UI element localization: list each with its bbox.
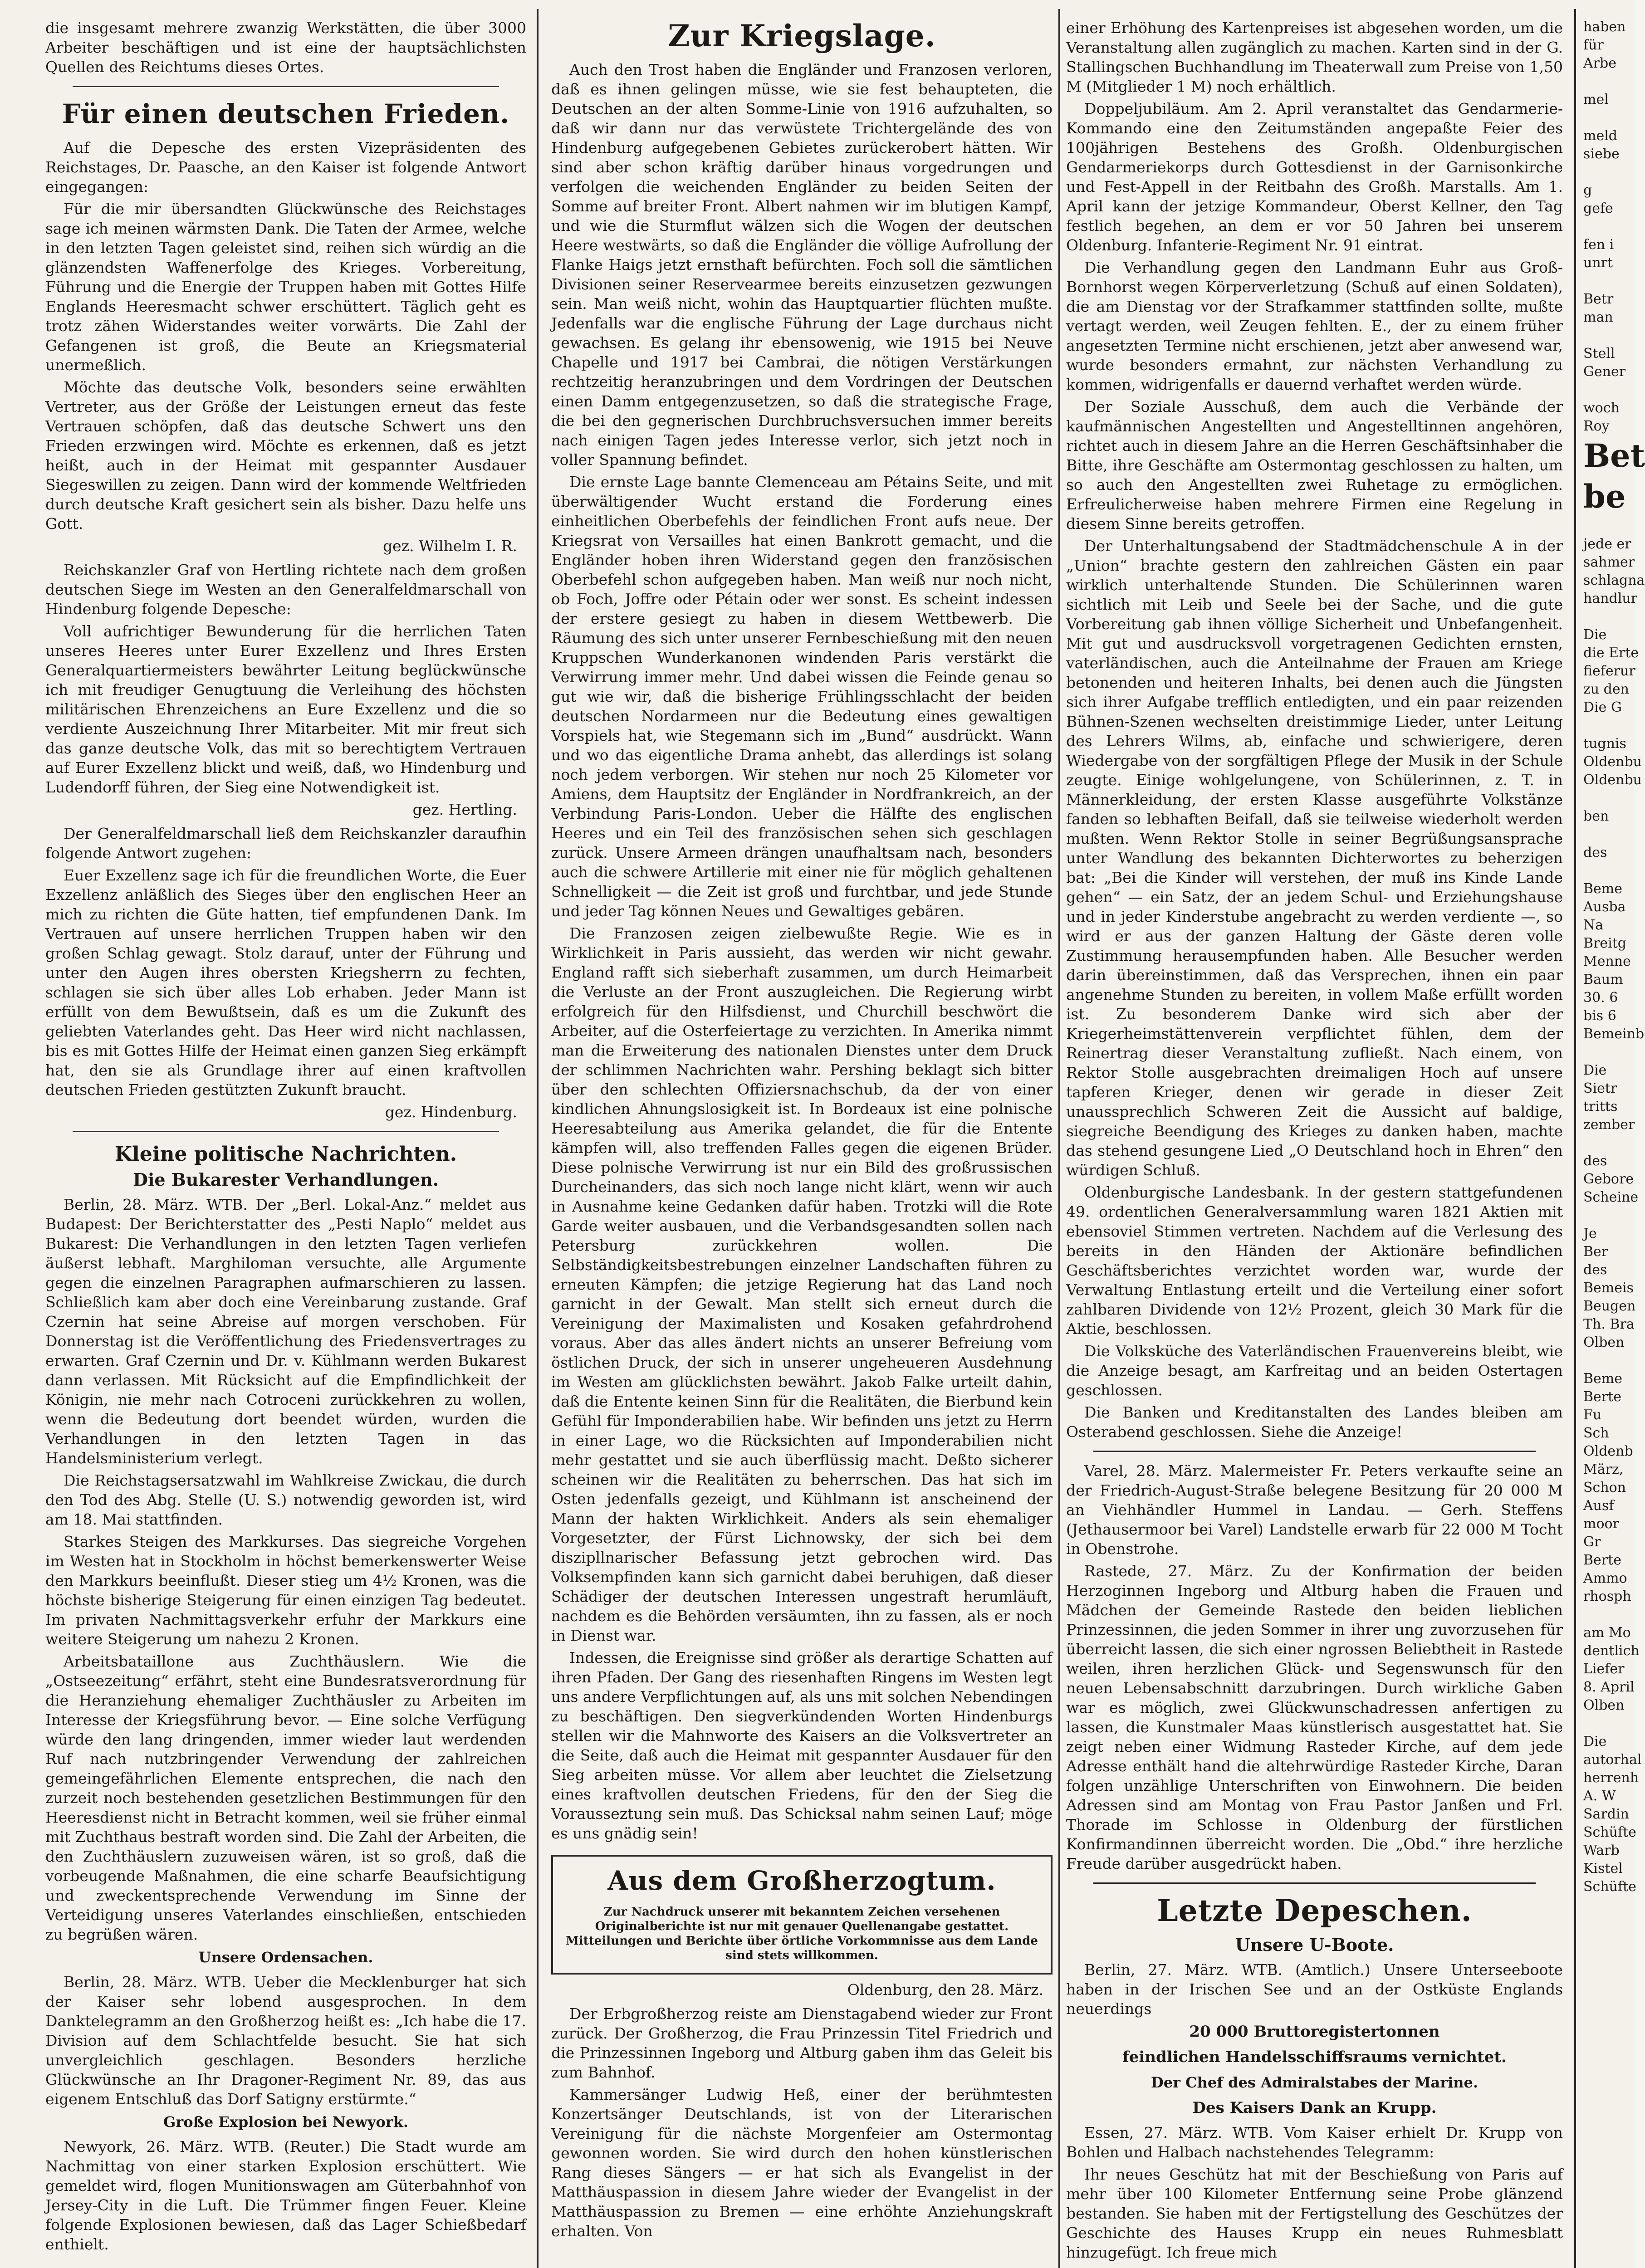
- edge-text-fragment: [1583, 1207, 1634, 1225]
- edge-text-fragment: Th. Bra: [1583, 1316, 1635, 1332]
- edge-text-fragment: [1583, 826, 1634, 844]
- edge-text-fragment: dentlich: [1583, 1643, 1640, 1659]
- article-paragraph: Der Unterhaltungsabend der Stadtmädchenschule A in der „Union“ brachte gestern den zahlreichen Gästen ein paar wirklich unterhaltende Stunden. Die Schülerinnen waren sichtlich mit Leib und Seele bei der Sache, und die gute Vorbereitung gab ihnen völlige Sicherheit und Unbefangenheit. Mit gut und ausdrucksvoll vorgetragenen Gedichten ernsten, vaterländischen, auch die Anteilnahme der Frauen am Kriege betonenden und heiteren Inhalts, bei denen auch die Jüngsten sich ihrer Aufgabe trefflich entledigten, und ein paar reizenden Bühnen-Szenen wechselten dreistimmige Lieder, unter Leitung des Lehrers Wilms, ab, einfache und schwierigere, deren Wiedergabe von der sorgfältigen Pflege der Musik in der Schule zeugte. Einige wohlgelungene, von Schülerinnen, z. T. in Männerkleidung, der ersten Klasse ausgeführte Volkstänze fanden so lebhaften Beifall, daß sie teilweise wiederholt werden mußten. Wenn Rektor Stolle in seiner Begrüßungsansprache unter Wandlung des bekannten Dichterwortes zu beherzigen bat: „Bei die Kinder will verstehen, der muß ins Kinde Lande gehen“ — ein Satz, der an jedem Schul- und Erziehungshause und in jeder Kinderstube angebracht zu werden verdiente —, so wird er aus der ganzen Haltung der Gäste deren volle Zustimmung herausempfunden haben. Alle Besucher werden darin übereinstimmen, daß das Versprechen, ihnen ein paar angenehme Stunden zu bereiten, in vollem Maße erfüllt worden ist. Zu besonderem Danke wird sich aber der Kriegerheimstättenverein verpflichtet fühlen, dem der Reinertrag dieser Veranstaltung zufließt. Nach einem, von Rektor Stolle ausgebrachten dreimaligen Hoch auf unsere tapferen Krieger, denen wir gerade in dieser Zeit unaussprechlich Schweren Zeit die Aussicht auf baldige, siegreiche Beendigung des Krieges zu danken haben, machte das stehend gesungene Lied „O Deutschland hoch in Ehren“ den würdigen Schluß.: [1066, 537, 1563, 1179]
- article-title-kriegslage: Zur Kriegslage.: [668, 18, 936, 54]
- article-paragraph: Auch den Trost haben die Engländer und Franzosen verloren, daß es ihnen gelingen müsse, wie sie fest behaupteten, die Deutschen an der alten Somme-Linie von 1916 aufzuhalten, so daß wir dann nur das verwüstete Trichtergelände des von Hindenburg aufgegebenen Gebietes zurückerobert hätten. Wir sind aber schon kräftig darüber hinaus vorgedrungen und verfolgen die weichenden Engländer zu beiden Seiten der Somme auf breiter Front. Albert nahmen wir im blutigen Kampf, und wie die Sturmflut wälzen sich die Wogen der deutschen Heere westwärts, so daß die Engländer die völlige Aufrollung der Flanke Haigs jetzt ernsthaft befürchten. Foch soll die sämtlichen Divisionen seiner Reservearmee bereits einzusetzen gezwungen sein. Man weiß nicht, wohin das Hauptquartier flüchten mußte. Jedenfalls war die englische Führung der Lage durchaus nicht gewachsen. Es gelang ihr ebensowenig, wie 1915 bei Neuve Chapelle und 1917 bei Cambrai, die nötigen Verstärkungen rechtzeitig heranzubringen und dem Vordringen der Deutschen einen Damm entgegenzusetzen, so daß die strategische Frage, die bei den gegnerischen Durchbruchsversuchen immer bereits nach einigen Tagen jedes Interesse verlor, sich jetzt noch in voller Spannung befindet.: [551, 61, 1053, 469]
- edge-text-fragment: moor: [1583, 1516, 1619, 1532]
- divider: [1093, 1451, 1536, 1452]
- article-paragraph: Newyork, 26. März. WTB. (Reuter.) Die Stadt wurde am Nachmittag von einer starken Explosion erschüttert. Wie gemeldet wird, flogen Munitionswagen am Güterbahnhof von Jersey-City in die Luft. Die Trümmer fingen Feuer. Kleine folgende Explosionen bewiesen, daß das Lager Schießbedarf enthielt.: [45, 2138, 526, 2253]
- edge-text-fragment: Oldenb: [1583, 1443, 1633, 1459]
- edge-text-fragment: Beugen: [1583, 1298, 1636, 1314]
- article-paragraph: Berlin, 27. März. WTB. (Amtlich.) Unsere Unterseeboote haben in der Irischen See und an der Ostküste Englands neuerdings: [1066, 1961, 1563, 2018]
- section-title-kleine: Kleine politische Nachrichten.: [114, 1143, 457, 1166]
- article-paragraph: Die Volksküche des Vaterländischen Frauenvereins bleibt, wie die Anzeige besagt, am Karfreitag und an beiden Ostertagen geschlossen.: [1066, 1342, 1563, 1399]
- edge-text-fragment: Roy: [1583, 418, 1610, 434]
- signature: gez. Hertling.: [412, 801, 517, 818]
- edge-text-fragment: tritts: [1583, 1099, 1618, 1114]
- edge-text-fragment: Betr: [1583, 291, 1614, 307]
- edge-text-fragment: Gener: [1583, 364, 1626, 380]
- article-paragraph: die insgesamt mehrere zwanzig Werkstätten, die über 3000 Arbeiter beschäftigen und ist eine der hauptsächlichsten Quellen des Reichtums dieses Ortes.: [45, 19, 526, 76]
- edge-text-fragment: [1583, 272, 1634, 290]
- edge-text-fragment: Baum: [1583, 972, 1623, 987]
- article-paragraph: Auf die Depesche des ersten Vizepräsidenten des Reichstages, Dr. Paasche, an den Kaiser ist folgende Antwort eingegangen:: [45, 139, 526, 196]
- article-paragraph: Varel, 28. März. Malermeister Fr. Peters verkaufte seine an der Friedrich-August-Straße belegene Besitzung für 20 000 M an Viehhändler Hummel in Landau. — Gerh. Steffens (Jethausermoor bei Varel) Landstelle erwarb für 22 000 M Tocht in Obenstrohe.: [1066, 1462, 1563, 1558]
- edge-text-fragment: [1583, 109, 1634, 127]
- edge-text-fragment: Kistel: [1583, 1861, 1623, 1877]
- edge-text-fragment: Bemeinb: [1583, 1026, 1645, 1042]
- signature: gez. Wilhelm I. R.: [383, 537, 517, 555]
- edge-text-fragment: Oldenbu: [1583, 772, 1642, 788]
- subsection-title: Unsere U-Boote.: [1235, 1935, 1394, 1955]
- edge-text-fragment: Scheine: [1583, 1189, 1639, 1205]
- edge-text-fragment: herrenh: [1583, 1770, 1639, 1786]
- column-1: [45, 18, 526, 2268]
- edge-text-fragment: siebe: [1583, 146, 1620, 162]
- article-paragraph: Berlin, 28. März. WTB. Ueber die Mecklenburger hat sich der Kaiser sehr lobend ausgesprochen. In dem Danktelegramm an den Großherzog heißt es: „Ich habe die 17. Division auf dem Schlachtfelde besucht. Sie hat sich unvergleichlich geschlagen. Besonders herzliche Glückwünsche an Ihr Dragoner-Regiment Nr. 89, das aus eigenem Entschluß das Dorf Satigny erstürmte.“: [45, 1973, 526, 2108]
- article-paragraph: Die Banken und Kreditanstalten des Landes bleiben am Osterabend geschlossen. Siehe die Anzeige!: [1066, 1403, 1563, 1441]
- edge-text-fragment: [1583, 73, 1634, 91]
- edge-text-fragment: Die: [1583, 1062, 1607, 1078]
- edge-text-fragment: [1583, 608, 1634, 626]
- column-2: [551, 18, 1053, 2268]
- edge-text-fragment: sahmer: [1583, 554, 1635, 570]
- edge-text-fragment: Fu: [1583, 1407, 1602, 1423]
- article-paragraph: Rastede, 27. März. Zu der Konfirmation der beiden Herzoginnen Ingeborg und Altburg haben die Frauen und Mädchen der Gemeinde Rastede den beiden lieblichen Prinzessinnen, die jeden Sommer in ihrer ung zuvorzusehen für überreicht lassen, die sich einer ngrossen Beliebtheit in Rastede weilen, ihren herzlichen Glück- und Segenswunsch für den neuen Lebensabschnitt darzubringen. Durch wirkliche Gaben war es möglich, zwei Glückwunschadressen anfertigen zu lassen, die Kunstmaler Maas künstlerisch ausgestattet hat. Sie zeigt neben einer Widmung Rasteder Kirche, auf dem jede Adresse enthält hand die altehrwürdige Rasteder Kirche, Daran folgen unzählige Unterschriften von Einwohnern. Die beiden Adressen sind am Montag von Frau Pastor Janßen und Frl. Thorade im Schlosse in Oldenburg der fürstlichen Konfirmandinnen überreicht worden. Die „Obd.“ ihre herzliche Freude darüber ausgedrückt haben.: [1066, 1562, 1563, 1872]
- article-paragraph: Reichskanzler Graf von Hertling richtete nach dem großen deutschen Siege im Westen an den Generalfeldmarschall von Hindenburg folgende Depesche:: [45, 561, 526, 618]
- article-paragraph: Ihr neues Geschütz hat mit der Beschießung von Paris auf mehr über 100 Kilometer Entfernung seine Probe glänzend bestanden. Sie haben mit der Fertigstellung des Geschützes der Geschichte des Hauses Krupp ein neues Ruhmesblatt hinzugefügt. Ich freue mich: [1066, 2165, 1563, 2261]
- edge-text-fragment: [1583, 862, 1634, 880]
- edge-text-fragment: rhosph: [1583, 1589, 1631, 1604]
- edge-text-fragment: [1583, 218, 1634, 236]
- subsection-title: Große Explosion bei Newyork.: [163, 2113, 408, 2131]
- subsection-title: Des Kaisers Dank an Krupp.: [1192, 2099, 1437, 2117]
- article-paragraph: Indessen, die Ereignisse sind größer als derartige Schatten auf ihren Pfaden. Der Gang des riesenhaften Ringens im Westen legt uns andere Verpflichtungen auf, als uns mit solchen Nebendingen zu beschäftigen. Den siegverkündenden Worten Hindenburgs stellen wir die Mahnworte des Kaisers an die Volksvertreter an die Seite, daß auch die Heimat mit gespannter Ausdauer für den Sieg arbeiten müsse. Vor allem aber leuchtet die Zielsetzung eines kraftvollen deutschen Friedens, für den der Sieg die Vorausseztung sein muß. Das Schicksal nahm seinen Lauf; möge es uns gnädig sein!: [551, 1649, 1053, 1842]
- article-paragraph: Die Reichstagsersatzwahl im Wahlkreise Zwickau, die durch den Tod des Abg. Stelle (U. S.) notwendig geworden ist, wird am 18. Mai stattfinden.: [45, 1471, 526, 1528]
- signature: gez. Hindenburg.: [385, 1103, 517, 1121]
- edge-text-fragment: die Erte: [1583, 645, 1639, 661]
- edge-text-fragment: fen i: [1583, 237, 1614, 253]
- article-paragraph: Der Generalfeldmarschall ließ dem Reichskanzler daraufhin folgende Antwort zugehen:: [45, 825, 526, 862]
- edge-text-fragment: mel: [1583, 92, 1609, 108]
- column-rule: [537, 9, 539, 2268]
- edge-text-fragment: ben: [1583, 808, 1609, 824]
- edge-text-fragment: Berte: [1583, 1552, 1621, 1568]
- edge-text-fragment: Ausf: [1583, 1498, 1614, 1514]
- edge-text-fragment: März,: [1583, 1461, 1624, 1477]
- edge-text-fragment: Sardin: [1583, 1806, 1629, 1822]
- edge-text-fragment: unrt: [1583, 255, 1613, 271]
- edge-text-fragment: jede er: [1583, 536, 1631, 552]
- section-box-grossherzogtum: [551, 1855, 1053, 1975]
- edge-text-fragment: Olben: [1583, 1334, 1625, 1350]
- article-paragraph: Die ernste Lage bannte Clemenceau am Pétains Seite, und mit überwältigender Wucht erstand die Forderung eines einheitlichen Oberbefehls der feindlichen Front aufs neue. Der Kriegsrat von Versailles hat einen Bankrott gemacht, und die Engländer hoben ihren Widerstand gegen den französischen Oberbefehl schon aufgegeben haben. Man weiß nur noch nicht, ob Foch, Joffre oder Pétain oder wer sonst. Es scheint indessen der erstere gesiegt zu haben in diesem Wettbewerb. Die Räumung des sich unter unserer Fernbeschießung mit den neuen Kruppschen Wunderkanonen windenden Paris verstärkt die Verwirrung immer mehr. Und dabei wissen die Feinde genau so gut wie wir, daß die bisherige Frühlingsschlacht der beiden deutschen Nordarmeen nur die Bedeutung eines gewaltigen Vorspiels hat, wie Stegemann sich im „Bund“ ausdrückt. Wann und wo das eigentliche Drama anhebt, das allerdings ist solang noch jedem verborgen. Wir stehen nur noch 25 Kilometer vor Amiens, dem Hauptsitz der Engländer in Nordfrankreich, an der Verbindung Paris-London. Ueber die Hälfte des englischen Heeres und ein Teil des französischen sehen sich geschlagen zurück. Unsere Armeen drängen unaufhaltsam nach, besonders auch die schwere Artillerie mit einer nie für möglich gehaltenen Schnelligkeit — die Zeit ist groß und furchtbar, und jede Stunde und jeder Tag können Neues und Gewaltiges gebären.: [551, 473, 1053, 920]
- article-paragraph: Möchte das deutsche Volk, besonders seine erwählten Vertreter, aus der Größe der Leistungen erneut das feste Vertrauen schöpfen, daß das deutsche Schwert uns den Frieden erzwingen wird. Möchte es erkennen, daß es jetzt heißt, auch in der Heimat mit gespannter Ausdauer Siegeswillen zu zeigen. Dann wird der kommende Weltfrieden durch deutsche Kraft gesichert sein als bisher. Dazu helfe uns Gott.: [45, 378, 526, 533]
- edge-text-fragment: Beme: [1583, 1371, 1623, 1387]
- edge-text-fragment: Gebore: [1583, 1171, 1634, 1187]
- edge-heading-fragment: be: [1583, 478, 1626, 515]
- edge-text-fragment: fieferur: [1583, 663, 1635, 679]
- edge-text-fragment: Beme: [1583, 881, 1623, 897]
- edge-text-fragment: Warb: [1583, 1843, 1620, 1858]
- divider: [1093, 1882, 1536, 1884]
- article-paragraph: einer Erhöhung des Kartenpreises ist abgesehen worden, um die Veranstaltung allen zugänglich zu machen. Karten sind in der G. Stallingschen Buchhandlung im Theaterwall zum Preise von 1,50 M (Mitglieder 1 M) noch erhältlich.: [1066, 19, 1563, 95]
- edge-text-fragment: [1583, 1134, 1634, 1152]
- article-paragraph: Arbeitsbataillone aus Zuchthäuslern. Wie die „Ostseezeitung“ erfährt, steht eine Bundesratsverordnung für die Heranziehung ehemaliger Zuchthäusler zu Arbeiten im Interesse der Kriegsführung bevor. — Eine solche Verfügung würde den lang dringenden, immer wieder laut werdenden Ruf nach nutzbringender Verwendung der zahlreichen gemeingefährlichen Elemente entsprechen, die nach den zurzeit noch bestehenden gesetzlichen Bestimmungen für den Heeresdienst nicht in Betracht kommen, weil sie früher einmal mit Zuchthaus bestraft worden sind. Die Zahl der Arbeiten, die den Zuchthäuslern zuzuweisen wären, ist so groß, daß die vorbeugende Maßnahmen, die eine scharfe Beaufsichtigung und zweckentsprechende Verwendung im Sinne der Verteidigung unseres Vaterlandes einschließen, entschieden zu begrüßen wären.: [45, 1652, 526, 1943]
- edge-heading-fragment: Bet: [1583, 437, 1645, 474]
- edge-text-fragment: Schüfte: [1583, 1879, 1636, 1895]
- article-paragraph: Berlin, 28. März. WTB. Der „Berl. Lokal-Anz.“ meldet aus Budapest: Der Berichterstatter des „Pesti Naplo“ meldet aus Bukarest: Die Verhandlungen in den letzten Tagen verliefen äußerst lebhaft. Marghiloman versuchte, alle Argumente gegen die einzelnen Paragraphen aufmarschieren zu lassen. Schließlich kam aber doch eine Vereinbarung zustande. Graf Czernin hat seine Abreise auf morgen verschoben. Für Donnerstag ist die Veröffentlichung des Friedensvertrages zu erwarten. Graf Czernin und Dr. v. Kühlmann werden Bukarest dann verlassen. Mit Rücksicht auf die Empfindlichkeit der Königin, nie mehr nach Cotroceni zurückkehren zu wollen, wenn die Bedeutung dort beendet würden, wurden die Verhandlungen in den letzten Tagen in das Handelsministerium verlegt.: [45, 1196, 526, 1467]
- edge-text-fragment: bis 6: [1583, 1008, 1616, 1024]
- edge-text-fragment: Arbe: [1583, 55, 1616, 71]
- edge-text-fragment: Die G: [1583, 699, 1622, 715]
- edge-text-fragment: Na: [1583, 917, 1604, 933]
- article-paragraph: Für die mir übersandten Glückwünsche des Reichstages sage ich meinen wärmsten Dank. Die Taten der Armee, welche in den letzten Tagen geleistet sind, reihen sich würdig an die glänzendsten Waffenerfolge des Krieges. Vorbereitung, Führung und die Energie der Truppen haben mit Gottes Hilfe Englands Heeresmacht schwer erschüttert. Täglich geht es trotz zähen Widerstandes weiter vorwärts. Die Zahl der Gefangenen ist groß, die Beute an Kriegsmaterial unermeßlich.: [45, 200, 526, 374]
- article-paragraph: Voll aufrichtiger Bewunderung für die herrlichen Taten unseres Heeres unter Eurer Exzellenz und Ihres Ersten Generalquartiermeisters bewährter Leitung beglückwünsche ich mit freudiger Genugtuung die Verleihung des höchsten militärischen Ehrenzeichens an Eure Exzellenz und die so verdiente Auszeichnung Ihrer Mitarbeiter. Mit mir freut sich das ganze deutsche Volk, das mit so berechtigtem Vertrauen auf Eurer Exzellenz blickt und weiß, daß, wo Hindenburg und Ludendorff führen, der Sieg eine Notwendigkeit ist.: [45, 622, 526, 796]
- edge-text-fragment: Berte: [1583, 1389, 1621, 1405]
- edge-text-fragment: Sietr: [1583, 1080, 1617, 1096]
- article-paragraph: Kammersänger Ludwig Heß, einer der berühmtesten Konzertsänger Deutschlands, ist von der Literarischen Vereinigung für die nächste Morgenfeier am Ostermontag gewonnen worden. Sie wird durch den hohen künstlerischen Rang dieses Sängers — er hat sich als Evangelist in der Matthäuspassion in diesem Jahre wieder der Evangelist in der Matthäuspassion zu Bremen — eine erhöhte Anziehungskraft erhalten. Von: [551, 2086, 1053, 2240]
- edge-text-fragment: 8. April: [1583, 1679, 1635, 1695]
- edge-text-fragment: g: [1583, 182, 1592, 198]
- article-paragraph: Die Franzosen zeigen zielbewußte Regie. Wie es in Wirklichkeit in Paris aussieht, das werden wir nicht gewahr. England rafft sich sieberhaft zusammen, um durch Heimarbeit die Verluste an der Front auszugleichen. Die Regierung wirbt erfolgreich für den Hilfsdienst, und Churchill beschwört die Arbeiter, auf die Osterfeiertage zu verzichten. In Amerika nimmt man die Erweiterung des nationalen Dienstes unter dem Druck der schlimmen Nachrichten wahr. Pershing beklagt sich bitter über den schlechten Offiziersnachschub, da der von einer kindlichen Ahnungslosigkeit ist. In Bordeaux ist eine polnische Heeresabteilung aus Amerika gelandet, die für die Entente kämpfen will, also treffenden Falles gegen die eigenen Brüder. Diese polnische Verwirrung ist nur ein Bild des großrussischen Durcheinanders, das sich noch lange nicht klärt, wenn wir auch in Ausnahme keine Gedanken dafür haben. Trotzki will die Rote Garde weiter ausbauen, und die Verbandsgesandten sollen nach Petersburg zurückkehren wollen. Die Selbständigkeitsbestrebungen einzelner Landschaften führen zu erneuten Kämpfen; die jetzige Regierung hat das Land noch garnicht in der Gewalt. Man stellt sich erneut durch die Vereinigung der Maximalisten und Kosaken gefahrdrohend voraus. Aber das alles ändert nichts an unserer Befreiung vom östlichen Druck, der sich in unserer ungeheueren Ausdehnung im Westen am glücklichsten bewährt. Jakob Falke urteilt dahin, daß die Entente keinen Sinn für die Realitäten, die Bierbund kein Gefühl für Imponderabilien habe. Wir befinden uns jetzt zu Herrn in einer Lage, wo die Rücksichten auf Imponderabilien nicht mehr gestattet und sie auch überflüssig macht. Deßto sicherer scheinen wir die Realitäten zu beherrschen. Das hat sich im Osten jedenfalls gezeigt, und Kühlmann ist anscheinend der Mann der hakten Wirklichkeit. Anders als sein ehemaliger Vorgesetzter, der Fürst Lichnowsky, der sich bei dem diszipllnarischer Befassung jetzt gebrochen wird. Das Volksempfinden kann sich garnicht dabei beruhigen, daß dieser Schädiger der deutschen Interessen ungestraft herumläuft, nachdem es die Behörden versäumten, ihn zu fassen, als er noch in Dienst war.: [551, 924, 1053, 1644]
- edge-text-fragment: [1583, 381, 1634, 399]
- edge-text-fragment: Menne: [1583, 953, 1631, 969]
- subsection-title: Unsere Ordensachen.: [198, 1949, 373, 1966]
- edge-text-fragment: Sch: [1583, 1425, 1609, 1441]
- edge-text-fragment: [1583, 517, 1634, 535]
- attribution: Der Chef des Admiralstabes der Marine.: [1151, 2074, 1479, 2091]
- article-paragraph: Starkes Steigen des Markkurses. Das siegreiche Vorgehen im Westen hat in Stockholm in höchst bemerkenswerter Weise den Markkurs beeinflußt. Dieser stieg um 4½ Kronen, was die höchste bisherige Steigerung für einen einzigen Tag bedeutet. Im privaten Nachmittagsverkehr erfuhr der Markkurs eine weitere Steigerung um nahezu 2 Kronen.: [45, 1533, 526, 1648]
- edge-text-fragment: tugnis: [1583, 736, 1626, 752]
- edge-text-fragment: [1583, 1606, 1634, 1624]
- edge-text-fragment: Liefer: [1583, 1661, 1625, 1677]
- column-4-cropped: [1583, 18, 1645, 2268]
- edge-text-fragment: Ber: [1583, 1244, 1608, 1260]
- edge-text-fragment: am Mo: [1583, 1625, 1631, 1641]
- divider: [73, 1131, 499, 1132]
- subsection-title: Die Bukarester Verhandlungen.: [133, 1169, 439, 1190]
- column-rule: [1574, 9, 1576, 2268]
- edge-text-fragment: Breitg: [1583, 935, 1626, 951]
- edge-text-fragment: handlur: [1583, 591, 1637, 606]
- edge-text-fragment: des: [1583, 845, 1607, 860]
- edge-text-fragment: [1583, 163, 1634, 181]
- column-rule: [1058, 9, 1060, 2268]
- edge-text-fragment: haben: [1583, 19, 1626, 35]
- highlight-figure: 20 000 Bruttoregistertonnen: [1189, 2023, 1440, 2041]
- divider: [73, 86, 499, 87]
- edge-text-fragment: man: [1583, 309, 1613, 325]
- edge-text-fragment: [1583, 717, 1634, 735]
- edge-text-fragment: Bemeis: [1583, 1280, 1634, 1296]
- edge-text-fragment: [1583, 327, 1634, 345]
- edge-text-fragment: [1583, 1715, 1634, 1733]
- reprint-note: Zur Nachdruck unserer mit bekanntem Zeichen versehenen Originalberichte ist nur mit genauer Quellenangabe gestattet. Mitteilungen und Berichte über örtliche Vorkommnisse aus dem Lande sind stets willkommen.: [566, 1905, 1038, 1962]
- edge-text-fragment: woch: [1583, 400, 1620, 416]
- edge-text-fragment: Schüfte: [1583, 1824, 1636, 1840]
- edge-text-fragment: für: [1583, 37, 1604, 53]
- edge-text-fragment: Oldenbu: [1583, 754, 1642, 770]
- edge-text-fragment: [1583, 1043, 1634, 1061]
- edge-text-fragment: Olben: [1583, 1697, 1625, 1713]
- article-paragraph: Essen, 27. März. WTB. Vom Kaiser erhielt Dr. Krupp von Bohlen und Halbach nachstehendes Telegramm:: [1066, 2124, 1563, 2161]
- edge-text-fragment: 30. 6: [1583, 990, 1618, 1006]
- edge-text-fragment: des: [1583, 1262, 1607, 1278]
- edge-text-fragment: Die: [1583, 1734, 1607, 1750]
- dateline: Oldenburg, den 28. März.: [847, 1981, 1043, 1999]
- edge-text-fragment: Die: [1583, 627, 1607, 643]
- edge-text-fragment: schlagna: [1583, 572, 1645, 588]
- article-paragraph: Doppeljubiläum. Am 2. April veranstaltet das Gendarmerie-Kommando eine den Zeitumständen angepaßte Feier des 100jährigen Bestehens des Großh. Oldenburgischen Gendarmeriekorps durch Gottesdienst in der Garnisonkirche und Fest-Appell in der Reitbahn des Großh. Marstalls. Am 1. April kann der jetzige Kommandeur, Oberst Kellner, den Tag festlich begehen, an dem er vor 50 Jahren bei unserem Oldenburg. Infanterie-Regiment Nr. 91 eintrat.: [1066, 100, 1563, 254]
- edge-text-fragment: gefe: [1583, 200, 1613, 216]
- section-title-letzte-depeschen: Letzte Depeschen.: [1157, 1893, 1472, 1928]
- edge-text-fragment: Ammo: [1583, 1570, 1627, 1586]
- edge-text-fragment: Je: [1583, 1226, 1597, 1242]
- edge-text-fragment: Ausba: [1583, 899, 1626, 915]
- section-title-grossherzogtum: Aus dem Großherzogtum.: [607, 1865, 996, 1896]
- edge-text-fragment: zu den: [1583, 681, 1629, 697]
- edge-text-fragment: A. W: [1583, 1788, 1616, 1804]
- edge-text-fragment: Stell: [1583, 346, 1615, 362]
- edge-text-fragment: [1583, 789, 1634, 807]
- column-3: [1066, 18, 1563, 2268]
- edge-text-fragment: [1583, 1352, 1634, 1370]
- article-paragraph: Oldenburgische Landesbank. In der gestern stattgefundenen 49. ordentlichen Generalversammlung waren 1821 Aktien mit ebensoviel Stimmen vertreten. Nachdem auf die Verlesung des bereits in den Händen der Aktionäre befindlichen Geschäftsberichtes verzichtet worden war, wurde der Verwaltung Entlastung erteilt und die Verteilung einer sofort zahlbaren Dividende von 12½ Prozent, gleich 30 Mark für die Aktie, beschlossen.: [1066, 1183, 1563, 1338]
- article-paragraph: Die Verhandlung gegen den Landmann Euhr aus Groß-Bornhorst wegen Körperverletzung (Schuß auf einen Soldaten), die am Dienstag vor der Strafkammer stattfinden sollte, mußte vertagt werden, weil Zeugen fehlten. E., der zu einem früher angesetzten Termine nicht erschienen, jetzt aber anwesend war, wurde besonders ermahnt, zur nächsten Verhandlung zu kommen, widrigenfalls er dauernd verhaftet werden würde.: [1066, 259, 1563, 393]
- edge-text-fragment: Gr: [1583, 1534, 1601, 1550]
- edge-text-fragment: autorhal: [1583, 1752, 1642, 1768]
- highlight-line: feindlichen Handelsschiffsraums vernichtet.: [1122, 2048, 1507, 2066]
- edge-text-fragment: meld: [1583, 128, 1617, 144]
- article-paragraph: Euer Exzellenz sage ich für die freundlichen Worte, die Euer Exzellenz anläßlich des Sieges über den englischen Heer an mich zu richten die Güte hatten, tief empfundenen Dank. Im Vertrauen auf unsere herrlichen Truppen haben wir den großen Schlag gewagt. Stolz darauf, unter der Führung und unter den Augen ihres obersten Kriegsherrn zu fechten, schlagen sie sich über alles Lob erhaben. Jeder Mann ist erfüllt von dem Bewußtsein, daß es um die Zukunft des geliebten Vaterlandes geht. Das Heer wird nicht nachlassen, bis es mit Gottes Hilfe der Heimat einen ganzen Sieg erkämpft hat, den sie als Grundlage ihrer auf einen kraftvollen deutschen Frieden gestützten Zukunft braucht.: [45, 866, 526, 1099]
- article-paragraph: Der Erbgroßherzog reiste am Dienstagabend wieder zur Front zurück. Der Großherzog, die Frau Prinzessin Titel Friedrich und die Prinzessinnen Ingeborg und Altburg gaben ihm das Geleit bis zum Bahnhof.: [551, 2005, 1053, 2081]
- article-paragraph: Der Soziale Ausschuß, dem auch die Verbände der kaufmännischen Angestellten und Angestelltinnen angehören, richtet auch in diesem Jahre an die Herren Geschäftsinhaber die Bitte, ihre Geschäfte am Ostermontag geschlossen zu halten, um so auch den Angestellten zwei Ruhetage zu ermöglichen. Erfreulicherweise haben mehrere Firmen eine Regelung in diesem Sinne bereits getroffen.: [1066, 398, 1563, 533]
- edge-text-fragment: Schon: [1583, 1480, 1626, 1496]
- edge-text-fragment: zember: [1583, 1117, 1635, 1133]
- edge-text-fragment: des: [1583, 1153, 1607, 1169]
- article-title-friedens: Für einen deutschen Frieden.: [62, 98, 510, 129]
